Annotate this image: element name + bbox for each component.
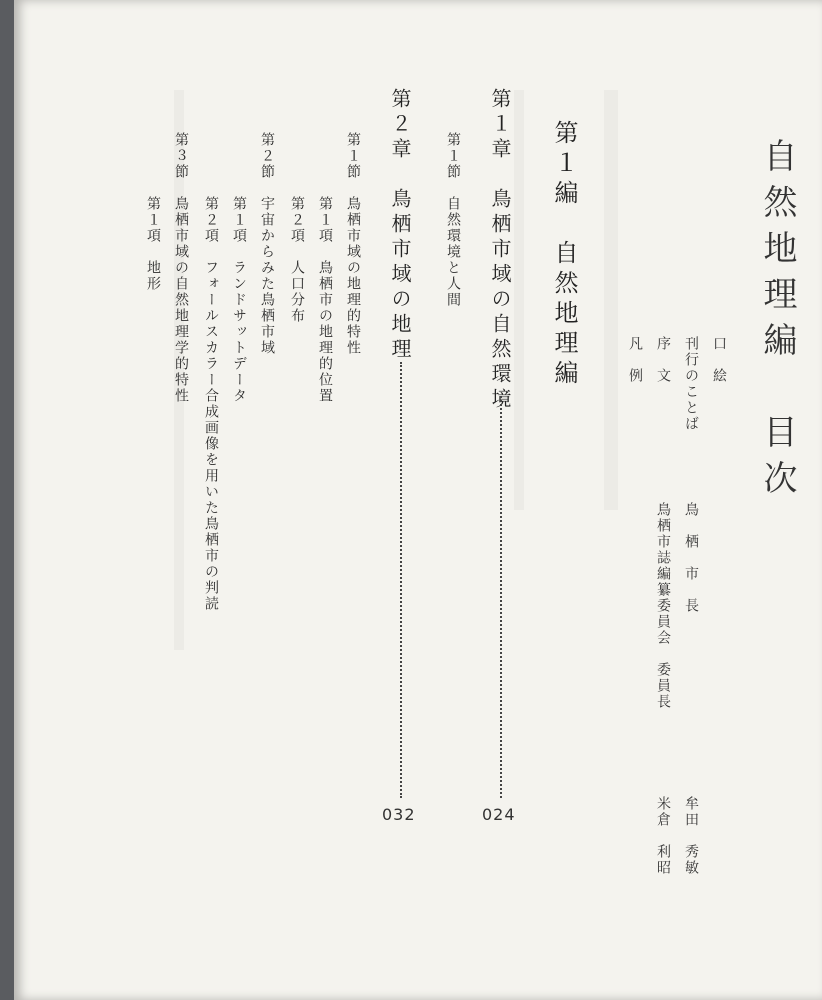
chapter-2-section-1-item-2: 第２項 人口分布 — [289, 196, 305, 324]
chapter-2-section-3-item-1: 第１項 地形 — [145, 196, 161, 292]
chapter-1-page: 024 — [482, 805, 516, 824]
part-heading: 第１編 自然地理編 — [550, 120, 578, 390]
front-hanrei: 凡 例 — [627, 336, 643, 384]
chapter-2-section-2-item-1: 第１項 ランドサットデータ — [231, 196, 247, 404]
author-title-mayor: 鳥 栖 市 長 — [683, 502, 699, 614]
show-through-decoration — [514, 90, 524, 510]
page-title: 自然地理編 目次 — [757, 138, 797, 506]
chapter-1-section-1: 第１節 自然環境と人間 — [445, 132, 461, 308]
book-page — [14, 0, 822, 1000]
author-name-mayor: 牟田 秀敏 — [683, 796, 699, 876]
front-jobun: 序 文 — [655, 336, 671, 384]
front-kankou: 刊行のことば — [683, 336, 699, 432]
chapter-2-section-2: 第２節 宇宙からみた鳥栖市域 — [259, 132, 275, 356]
chapter-2-leader-dots — [400, 362, 402, 798]
chapter-2-section-3: 第３節 鳥栖市域の自然地理学的特性 — [173, 132, 189, 404]
chapter-2-section-2-item-2: 第２項 フォールスカラー合成画像を用いた鳥栖市の判読 — [203, 196, 219, 612]
chapter-1-heading: 第１章 鳥栖市域の自然環境 — [488, 88, 512, 413]
chapter-2-section-1: 第１節 鳥栖市域の地理的特性 — [345, 132, 361, 356]
author-name-committee: 米倉 利昭 — [655, 796, 671, 876]
author-title-committee: 鳥栖市誌編纂委員会 委員長 — [655, 502, 671, 710]
show-through-decoration — [604, 90, 618, 510]
chapter-2-heading: 第２章 鳥栖市域の地理 — [388, 88, 412, 363]
chapter-1-leader-dots — [500, 396, 502, 798]
chapter-2-page: 032 — [382, 805, 416, 824]
chapter-2-section-1-item-1: 第１項 鳥栖市の地理的位置 — [317, 196, 333, 404]
front-kuchie: 口 絵 — [711, 336, 727, 384]
